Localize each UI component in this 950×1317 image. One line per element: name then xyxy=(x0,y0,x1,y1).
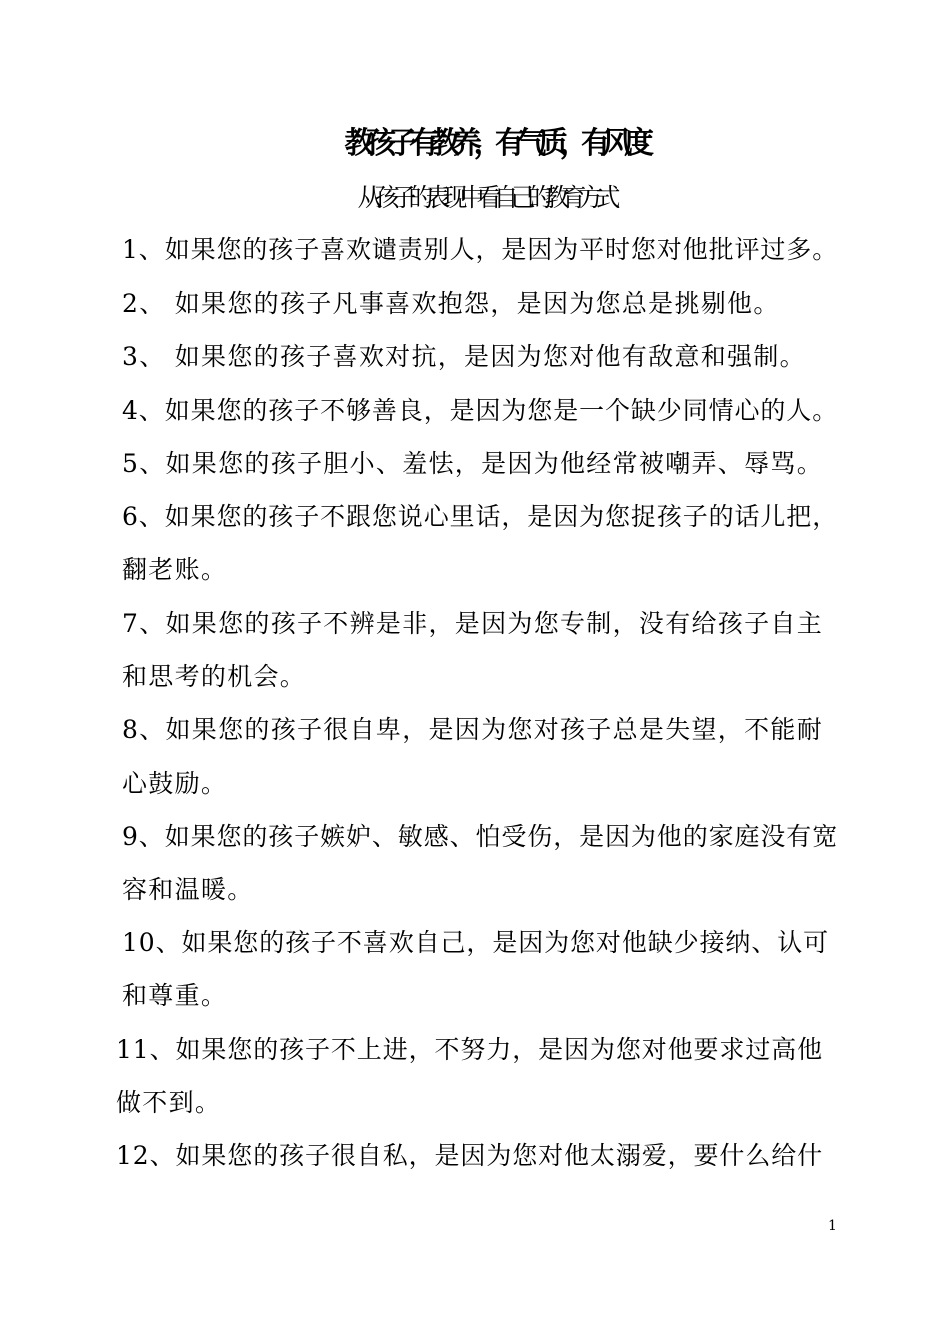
text-line: 7、如果您的孩子不辨是非，是因为您专制，没有给孩子自主 xyxy=(122,609,824,638)
text-line: 2、 如果您的孩子凡事喜欢抱怨，是因为您总是挑剔他。 xyxy=(122,289,780,318)
text-line: 翻老账。 xyxy=(122,555,228,584)
text-line: 10、如果您的孩子不喜欢自己，是因为您对他缺少接纳、认可 xyxy=(122,928,830,957)
text-line: 和思考的机会。 xyxy=(122,662,307,691)
text-line: 做不到。 xyxy=(116,1088,222,1117)
text-line: 4、如果您的孩子不够善良，是因为您是一个缺少同情心的人。 xyxy=(122,396,839,425)
text-line: 6、如果您的孩子不跟您说心里话，是因为您捉孩子的话儿把， xyxy=(122,502,839,531)
text-line: 8、如果您的孩子很自卑，是因为您对孩子总是失望，不能耐 xyxy=(122,715,824,744)
page-subtitle: 从孩子的表现中看自己的教育方式 xyxy=(357,183,613,212)
text-line: 5、如果您的孩子胆小、羞怯，是因为他经常被嘲弄、辱骂。 xyxy=(122,449,824,478)
text-line: 1、如果您的孩子喜欢谴责别人，是因为平时您对他批评过多。 xyxy=(122,235,839,264)
text-line: 9、如果您的孩子嫉妒、敏感、怕受伤，是因为他的家庭没有宽 xyxy=(122,822,839,851)
page-number: 1 xyxy=(828,1218,837,1234)
text-line: 容和温暖。 xyxy=(122,875,254,904)
text-line: 心鼓励。 xyxy=(122,769,228,798)
text-line: 3、 如果您的孩子喜欢对抗，是因为您对他有敌意和强制。 xyxy=(122,342,806,371)
text-line: 12、如果您的孩子很自私，是因为您对他太溺爱，要什么给什 xyxy=(116,1141,824,1170)
text-line: 和尊重。 xyxy=(122,981,228,1010)
page-title: 教孩子有教养，有气质，有风度 xyxy=(344,126,646,161)
text-line: 11、如果您的孩子不上进，不努力，是因为您对他要求过高他 xyxy=(116,1035,824,1064)
